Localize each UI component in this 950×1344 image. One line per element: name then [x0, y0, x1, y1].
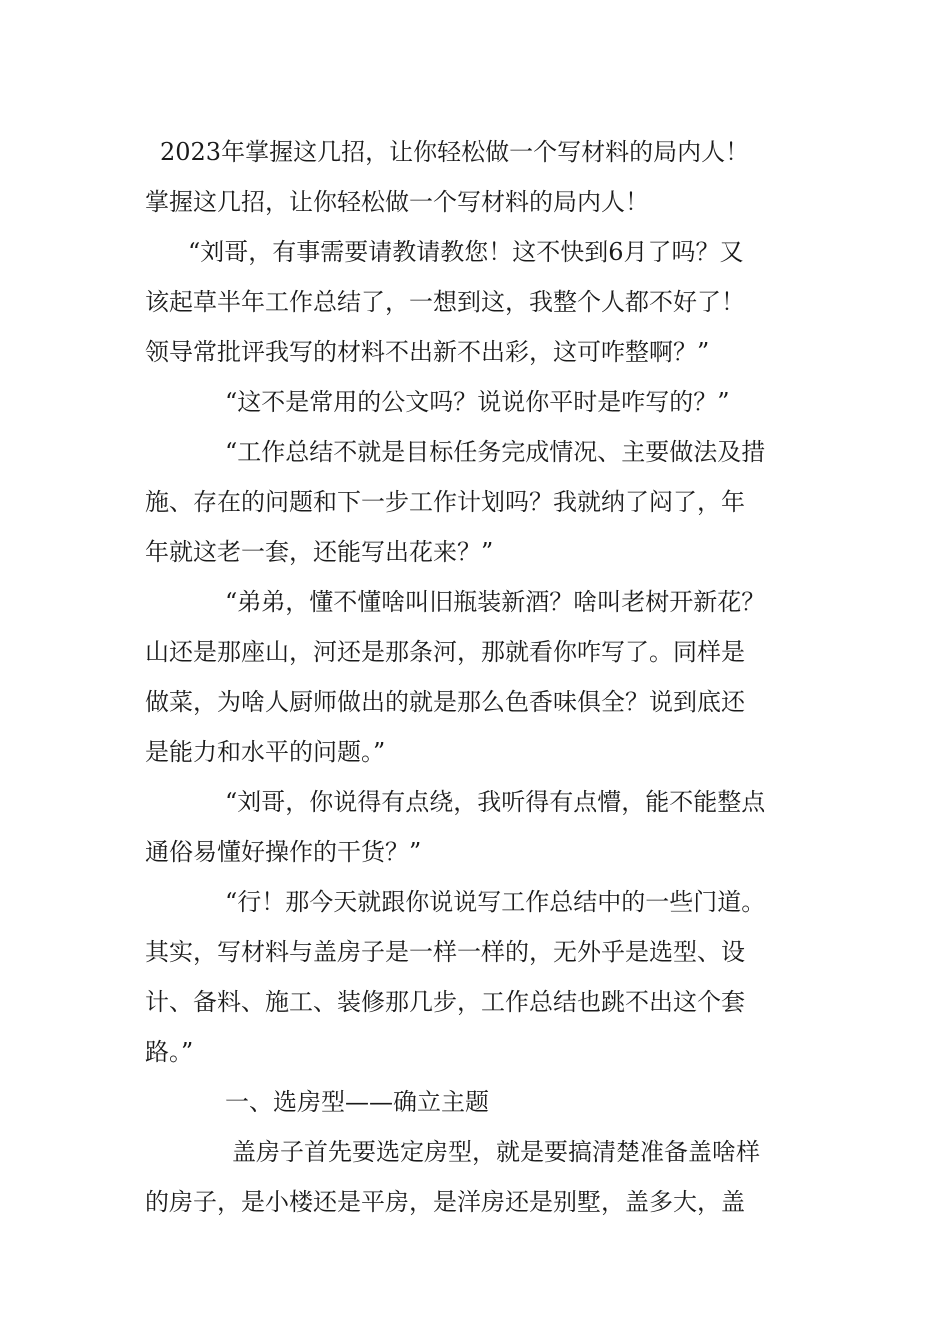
paragraph-line: “行！那今天就跟你说说写工作总结中的一些门道。	[225, 888, 766, 916]
paragraph-line: 施、存在的问题和下一步工作计划吗？我就纳了闷了，年	[145, 488, 745, 516]
paragraph-line: 盖房子首先要选定房型，就是要搞清楚准备盖啥样	[232, 1138, 760, 1166]
paragraph-line: 该起草半年工作总结了，一想到这，我整个人都不好了！	[145, 288, 745, 316]
paragraph-line: “工作总结不就是目标任务完成情况、主要做法及措	[225, 438, 766, 466]
section-heading: 一、选房型——确立主题	[225, 1088, 489, 1116]
paragraph-line: “这不是常用的公文吗？说说你平时是咋写的？”	[225, 388, 730, 416]
paragraph-line: 通俗易懂好操作的干货？”	[145, 838, 422, 866]
paragraph-line: “刘哥，你说得有点绕，我听得有点懵，能不能整点	[225, 788, 766, 816]
paragraph-line: 领导常批评我写的材料不出新不出彩，这可咋整啊？”	[145, 338, 710, 366]
paragraph-line: 其实，写材料与盖房子是一样一样的，无外乎是选型、设	[145, 938, 745, 966]
paragraph-line: 计、备料、施工、装修那几步，工作总结也跳不出这个套	[145, 988, 745, 1016]
paragraph-line: “刘哥，有事需要请教请教您！这不快到6月了吗？又	[188, 238, 744, 266]
paragraph-line: 做菜，为啥人厨师做出的就是那么色香味俱全？说到底还	[145, 688, 745, 716]
paragraph-line: 的房子，是小楼还是平房，是洋房还是别墅，盖多大，盖	[145, 1188, 745, 1216]
paragraph-line: “弟弟，懂不懂啥叫旧瓶装新酒？啥叫老树开新花？	[225, 588, 766, 616]
title-line: 2023年掌握这几招，让你轻松做一个写材料的局内人！	[160, 138, 750, 166]
paragraph-line: 是能力和水平的问题。”	[145, 738, 386, 766]
paragraph-line: 山还是那座山，河还是那条河，那就看你咋写了。同样是	[145, 638, 745, 666]
paragraph-line: 年就这老一套，还能写出花来？”	[145, 538, 494, 566]
subtitle-line: 掌握这几招，让你轻松做一个写材料的局内人！	[145, 188, 649, 216]
paragraph-line: 路。”	[145, 1038, 194, 1066]
